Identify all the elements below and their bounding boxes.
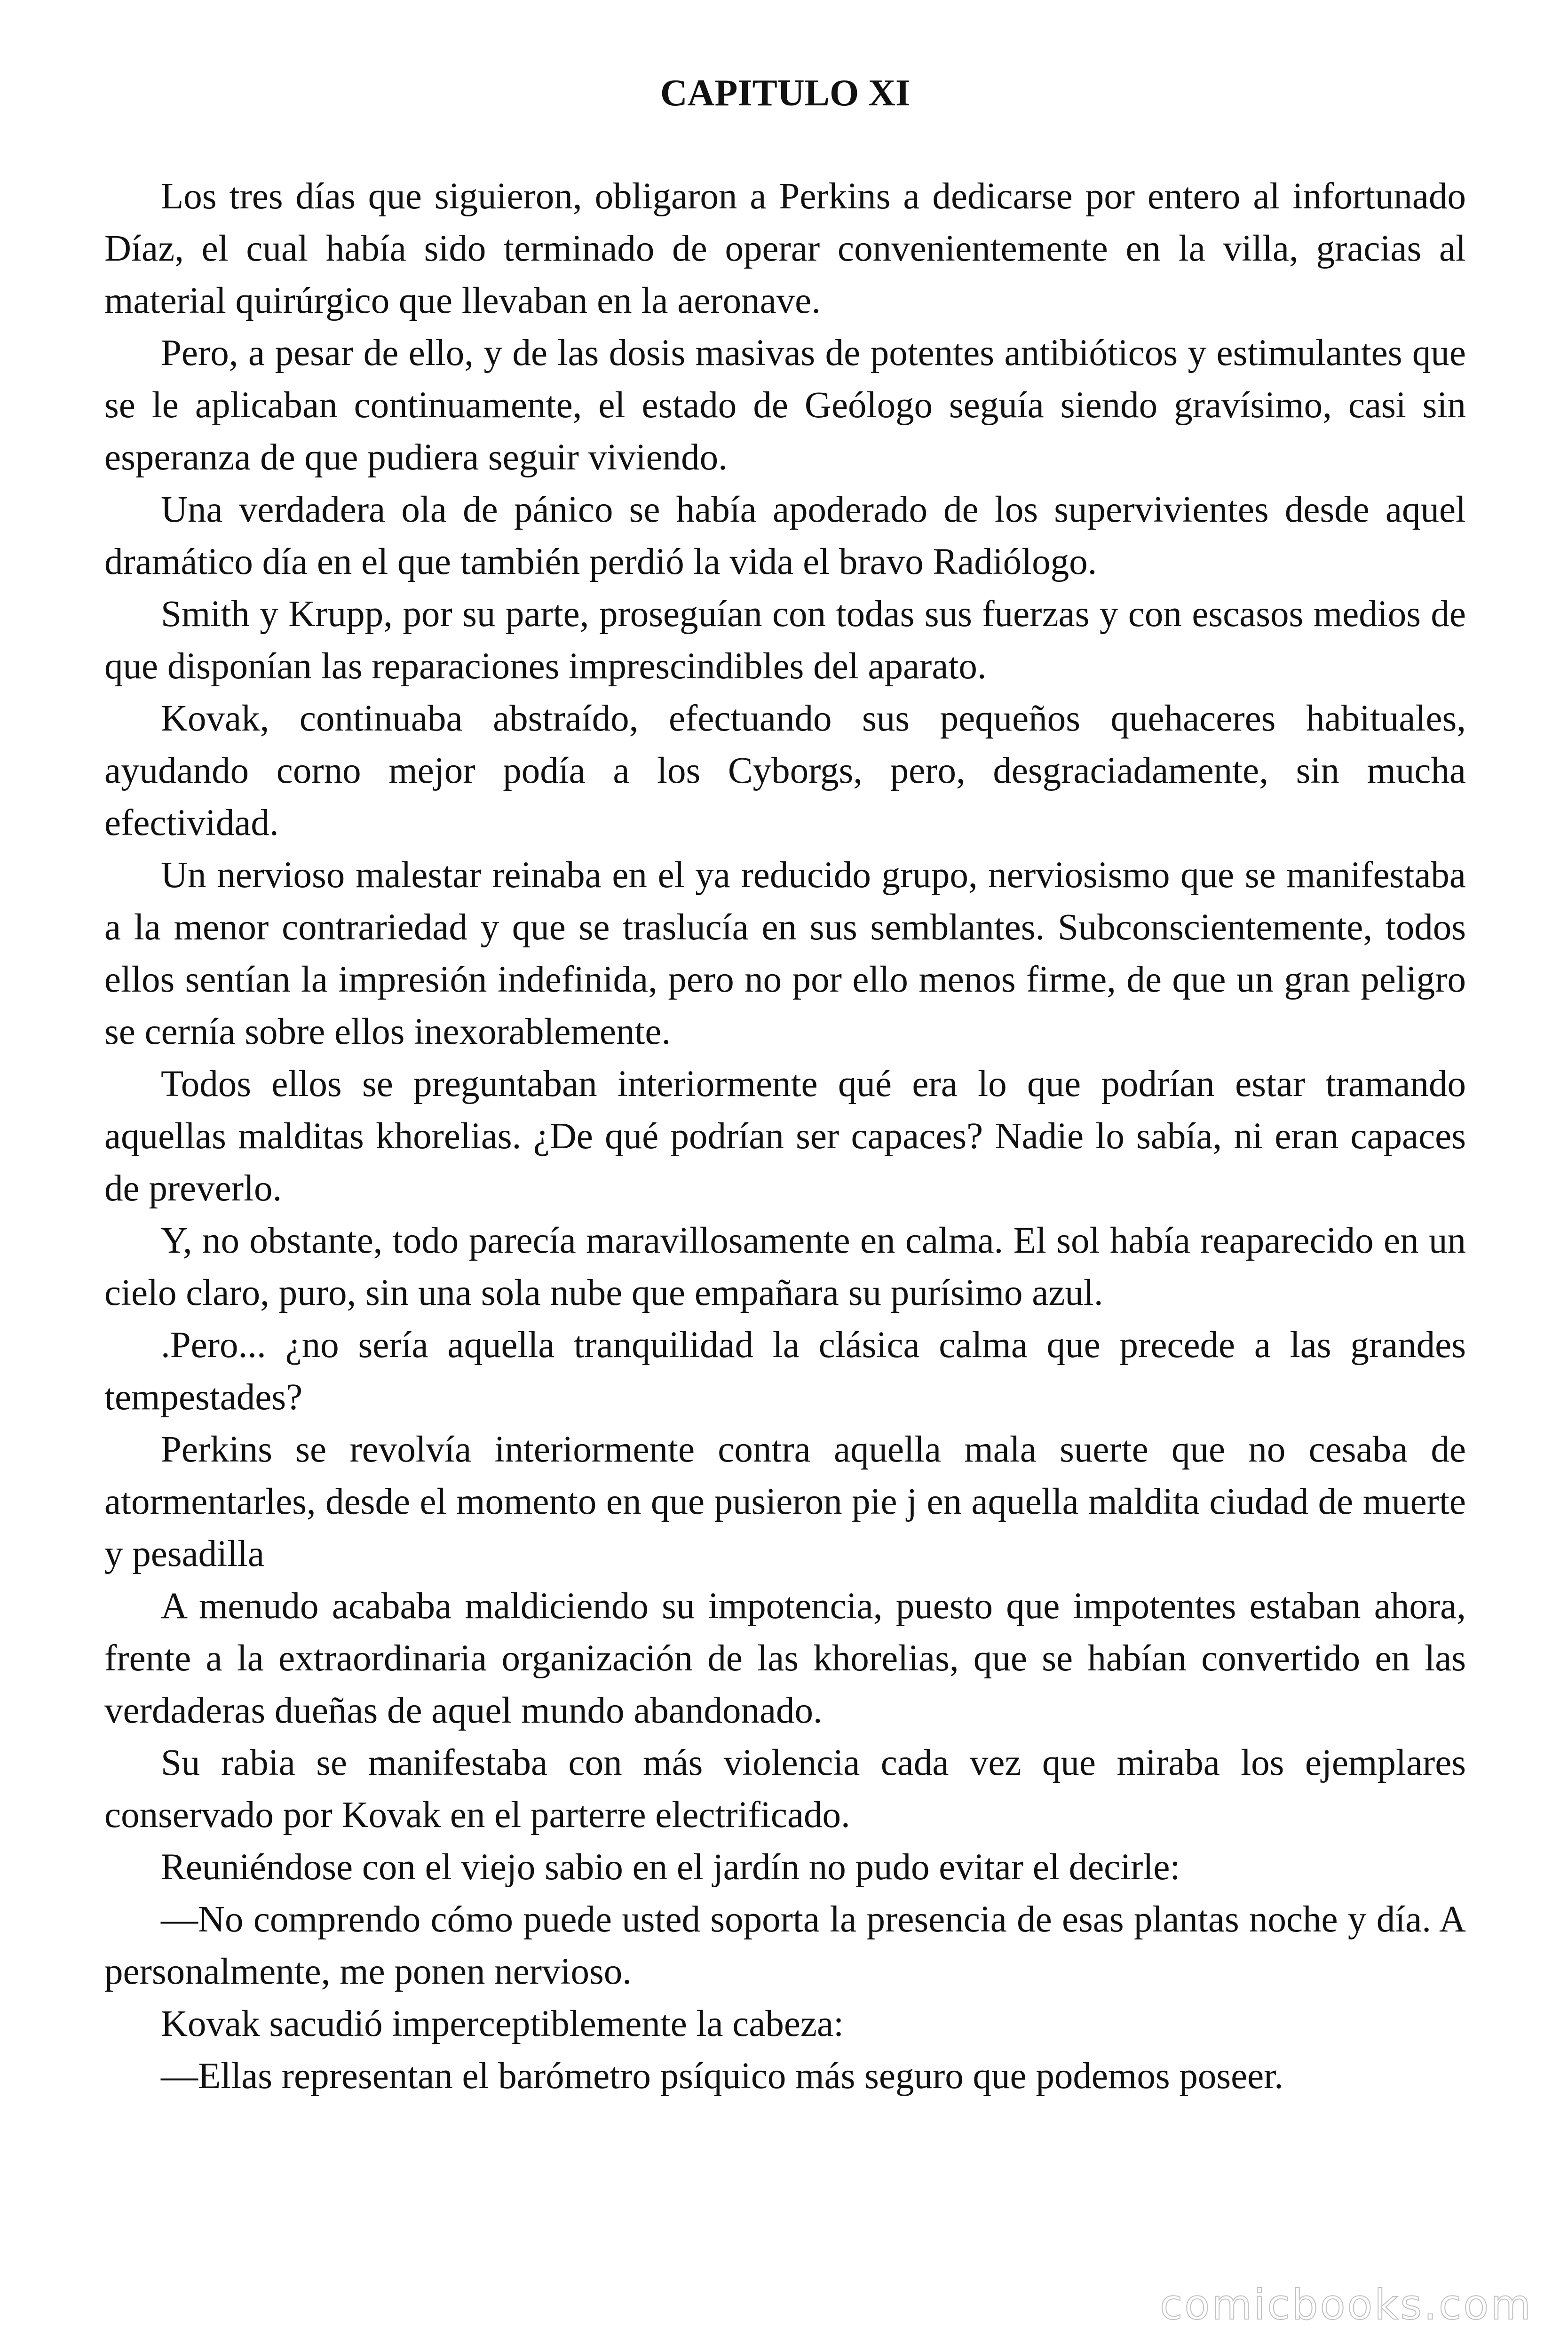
body-text bbox=[104, 170, 1466, 2102]
paragraph: Reuniéndose con el viejo sabio en el jardín no pudo evitar el decirle: bbox=[161, 1847, 1180, 1888]
paragraph: Smith y Krupp, por su parte, proseguían con todas sus fuerzas y con escasos medios de que disponían las reparaciones imprescindibles del aparato. bbox=[104, 594, 1466, 687]
paragraph: Todos ellos se preguntaban interiormente qué era lo que podrían estar tramando aquellas malditas khorelias. ¿De qué podrían ser capaces? Nadie lo sabía, ni eran capaces de preverlo. bbox=[104, 1064, 1466, 1209]
paragraph: Y, no obstante, todo parecía maravillosamente en calma. El sol había reaparecido en un cielo claro, puro, sin una sola nube que empañara su purísimo azul. bbox=[104, 1220, 1466, 1313]
paragraph: —Ellas representan el barómetro psíquico más seguro que podemos poseer. bbox=[161, 2056, 1283, 2097]
paragraph: Pero, a pesar de ello, y de las dosis masivas de potentes antibióticos y estimulantes que se le aplicaban continuamente, el estado de Geólogo seguía siendo gravísimo, casi sin esperanza de que pudiera seguir viviendo. bbox=[104, 333, 1466, 478]
paragraph: A menudo acababa maldiciendo su impotencia, puesto que impotentes estaban ahora, frente a la extraordinaria organización de las khorelias, que se habían convertido en las verdaderas dueñas de aquel mundo abandonado. bbox=[104, 1586, 1466, 1731]
paragraph: .Pero... ¿no sería aquella tranquilidad la clásica calma que precede a las grandes tempestades? bbox=[104, 1325, 1466, 1418]
paragraph: Los tres días que siguieron, obligaron a Perkins a dedicarse por entero al infortunado Díaz, el cual había sido terminado de operar convenientemente en la villa, gracias al material quirúrgico que llevaban en la aeronave. bbox=[104, 176, 1466, 321]
paragraph: Su rabia se manifestaba con más violencia cada vez que miraba los ejemplares conservado por Kovak en el parterre electrificado. bbox=[104, 1742, 1466, 1836]
watermark: comicbooks.com bbox=[1159, 2280, 1533, 2329]
paragraph: —No comprendo cómo puede usted soporta la presencia de esas plantas noche y día. A personalmente, me ponen nervioso. bbox=[104, 1899, 1466, 1992]
paragraph: Una verdadera ola de pánico se había apoderado de los supervivientes desde aquel dramático día en el que también perdió la vida el bravo Radiólogo. bbox=[104, 489, 1466, 582]
paragraph: Kovak sacudió imperceptiblemente la cabeza: bbox=[161, 2003, 844, 2044]
chapter-title: CAPITULO XI bbox=[660, 72, 911, 114]
paragraph: Un nervioso malestar reinaba en el ya reducido grupo, nerviosismo que se manifestaba a la menor contrariedad y que se traslucía en sus semblantes. Subconscientemente, todos ellos sentían la impresión indefinida, pero no por ello menos firme, de que un gran peligro se cernía sobre ellos inexorablemente. bbox=[104, 855, 1466, 1052]
paragraph: Perkins se revolvía interiormente contra aquella mala suerte que no cesaba de atormentarles, desde el momento en que pusieron pie j en aquella maldita ciudad de muerte y pesadilla bbox=[104, 1429, 1466, 1574]
paragraph: Kovak, continuaba abstraído, efectuando sus pequeños quehaceres habituales, ayudando corno mejor podía a los Cyborgs, pero, desgraciadamente, sin mucha efectividad. bbox=[104, 698, 1466, 843]
